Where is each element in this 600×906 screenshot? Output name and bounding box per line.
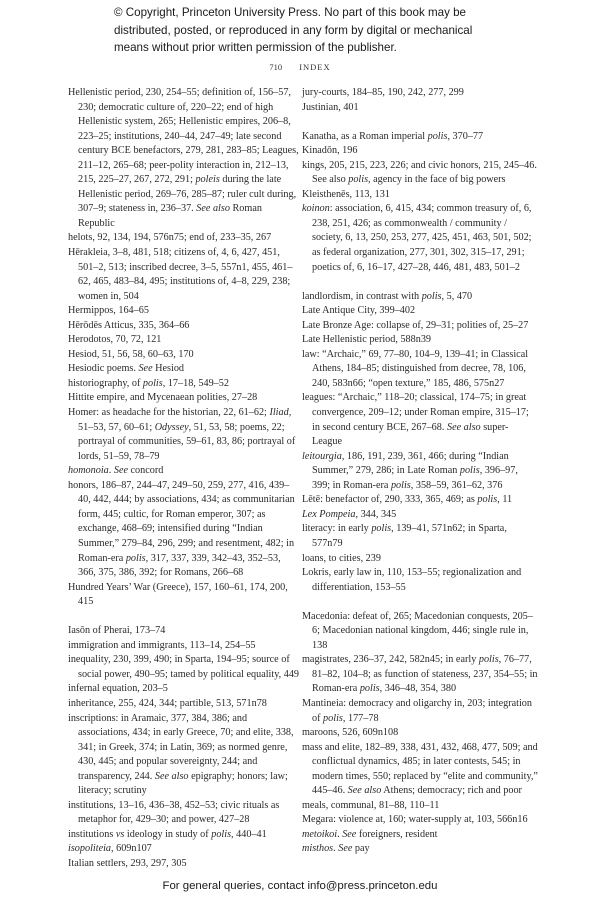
index-entry: koinon: association, 6, 415, 434; common treasury of, 6, 238, 251, 426; as commonwealth / community / society, 6, 13, 250, 253, 277, 425, 451, 463, 501, 502; as federal organization, 277, 301, 302, 315–17, 291; poetics of, 6, 16–17, 427–28, 446, 481, 483, 501–2: [302, 203, 532, 273]
index-entry: Lokris, early law in, 110, 153–55; regionalization and differentiation, 153–55: [302, 567, 522, 593]
index-entry: Lex Pompeia, 344, 345: [302, 508, 397, 520]
index-entry: Hērōdēs Atticus, 335, 364–66: [68, 319, 190, 331]
page-number: 710: [269, 62, 283, 72]
index-entry: inequality, 230, 399, 490; in Sparta, 194–95; source of social power, 490–95; tamed by political equality, 449: [68, 654, 300, 680]
index-entry: Kleisthenēs, 113, 131: [302, 188, 390, 200]
index-entry: helots, 92, 134, 194, 576n75; end of, 233–35, 267: [68, 232, 272, 244]
index-entry: Mantineia: democracy and oligarchy in, 203; integration of polis, 177–78: [302, 697, 532, 724]
index-entry: immigration and immigrants, 113–14, 254–55: [68, 639, 256, 651]
letter-group-gap: [302, 275, 538, 290]
index-entry: literacy: in early polis, 139–41, 571n62; in Sparta, 577n79: [302, 523, 507, 549]
index-entry: Hermippos, 164–65: [68, 305, 149, 317]
index-entry: leitourgia, 186, 191, 239, 361, 466; during “Indian Summer,” 279, 286; in Late Roman polis, 396–97, 399; in Roman-era polis, 358–59, 361–62, 376: [302, 450, 518, 491]
index-column-left: [68, 86, 300, 872]
index-entry: Macedonia: defeat of, 265; Macedonian conquests, 205–6; Macedonian national kingdom, 446; single rule in, 138: [302, 610, 533, 651]
index-entry: loans, to cities, 239: [302, 552, 381, 564]
letter-group-gap: [68, 610, 300, 625]
index-entry: Italian settlers, 293, 297, 305: [68, 857, 187, 869]
index-entry: Herodotos, 70, 72, 121: [68, 334, 162, 346]
copyright-notice: [114, 4, 494, 57]
index-entry: magistrates, 236–37, 242, 582n45; in early polis, 76–77, 81–82, 104–8; as function of stateness, 237, 354–55; in Roman-era polis, 346–48, 354, 380: [302, 654, 538, 695]
index-entry: Hērakleia, 3–8, 481, 518; citizens of, 4, 6, 427, 451, 501–2, 513; inscribed decree, 3–5, 557n1, 455, 461–62, 465, 483–84, 495; institutions of, 4–8, 229, 238; women in, 504: [68, 247, 293, 302]
index-entry: landlordism, in contrast with polis, 5, 470: [302, 290, 473, 302]
index-entry: maroons, 526, 609n108: [302, 727, 399, 739]
copyright-line-1: © Copyright, Princeton University Press. No part of this book may be: [114, 6, 466, 19]
index-entry: jury-courts, 184–85, 190, 242, 277, 299: [302, 87, 464, 98]
index-entry: Megara: violence at, 160; water-supply at, 103, 566n16: [302, 814, 528, 826]
index-entry: mass and elite, 182–89, 338, 431, 432, 468, 477, 509; and conflictual dynamics, 485; in later contests, 545; in modern times, 550; replaced by “elite and community,” 445–46. See also Athens; democracy; rich and poor: [302, 741, 538, 797]
index-column-right: [302, 86, 538, 857]
index-entry: misthos. See pay: [302, 843, 370, 855]
section-title: INDEX: [299, 62, 331, 72]
letter-group-gap: [302, 595, 538, 610]
index-entry: Kinadōn, 196: [302, 145, 358, 157]
index-entry: law: “Archaic,” 69, 77–80, 104–9, 139–41; in Classical Athens, 184–85; distinguished from decree, 78, 106, 240, 583n66; “open texture,” 185, 486, 575n27: [302, 348, 529, 389]
index-entry: Lētē: benefactor of, 290, 333, 365, 469; as polis, 11: [302, 494, 513, 506]
index-entry: isopoliteia, 609n107: [68, 843, 152, 855]
index-entry: Late Antique City, 399–402: [302, 305, 416, 317]
index-entry: Late Hellenistic period, 588n39: [302, 334, 432, 346]
index-entry: metoikoi. See foreigners, resident: [302, 828, 438, 840]
index-entry: institutions vs ideology in study of polis, 440–41: [68, 828, 267, 840]
running-head: [0, 62, 600, 72]
index-entry: institutions, 13–16, 436–38, 452–53; civic rituals as metaphor for, 429–30; and power, 427–28: [68, 799, 280, 826]
index-entry: meals, communal, 81–88, 110–11: [302, 799, 440, 811]
index-entry: Late Bronze Age: collapse of, 29–31; polities of, 25–27: [302, 319, 529, 331]
index-entry: Hesiodic poems. See Hesiod: [68, 363, 185, 375]
index-entry: homonoia. See concord: [68, 465, 164, 477]
copyright-line-3: means without prior written permission of the publisher.: [114, 41, 397, 54]
index-entry: honors, 186–87, 244–47, 249–50, 259, 277, 416, 439–40, 442, 444; by associations, 434; as communitarian form, 445; cultic, for Roman emperor, 307; as exchange, 468–69; intensified during “Indian Summer,” 279–84, 296, 299; and resentment, 482; in Roman-era polis, 317, 337, 339, 342–43, 352–53, 366, 375, 386, 392; for Romans, 266–68: [68, 479, 295, 579]
index-entry: Hesiod, 51, 56, 58, 60–63, 170: [68, 348, 194, 360]
index-entry: Justinian, 401: [302, 101, 359, 113]
index-entry: Kanatha, as a Roman imperial polis, 370–77: [302, 130, 484, 142]
footer-contact: For general queries, contact info@press.princeton.edu: [162, 880, 438, 892]
index-entry: leagues: “Archaic,” 118–20; classical, 174–75; in great convergence, 209–12; under Roman empire, 315–17; in second century BCE, 267–68. See also super-League: [302, 392, 529, 448]
index-entry: historiography, of polis, 17–18, 549–52: [68, 377, 229, 389]
index-entry: Hundred Years’ War (Greece), 157, 160–61, 174, 200, 415: [68, 581, 288, 608]
index-entry: kings, 205, 215, 223, 226; and civic honors, 215, 245–46. See also polis, agency in the face of big powers: [302, 159, 537, 186]
letter-group-gap: [302, 115, 538, 130]
index-entry: infernal equation, 203–5: [68, 683, 168, 695]
index-entry: Homer: as headache for the historian, 22, 61–62; Iliad, 51–53, 57, 60–61; Odyssey, 51, 53, 58; poems, 22; portrayal of communities, 59–61, 83, 86; portrayal of lords, 51–59, 78–79: [68, 407, 296, 462]
copyright-line-2: distributed, posted, or reproduced in any form by digital or mechanical: [114, 23, 473, 37]
index-entry: Hellenistic period, 230, 254–55; definition of, 156–57, 230; democratic culture of, 220–22; end of high Hellenistic system, 265; Hellenistic empires, 206–8, 223–25; institutions, 240–44, 247–49; late second century BCE benefactors, 279, 281, 283–85; Leagues, 211–12, 265–68; peer-polity interaction in, 212–13, 215, 225–27, 267, 272, 291; poleis during the late Hellenistic period, 269–76, 285–87; ruler cult during, 307–9; stateness in, 236–37. See also Roman Republic: [68, 87, 299, 229]
index-entry: inheritance, 255, 424, 344; partible, 513, 571n78: [68, 697, 267, 709]
index-entry: inscriptions: in Aramaic, 377, 384, 386; and associations, 434; in early Greece, 70; and elite, 338, 341; in Greek, 374; in Latin, 369; as normed genre, 430, 445; and popular sovereignty, 244; and transparency, 244. See also epigraphy; honors; law; literacy; scrutiny: [68, 712, 294, 797]
index-entry: Iasōn of Pherai, 173–74: [68, 625, 166, 637]
index-entry: Hittite empire, and Mycenaean polities, 27–28: [68, 392, 258, 404]
